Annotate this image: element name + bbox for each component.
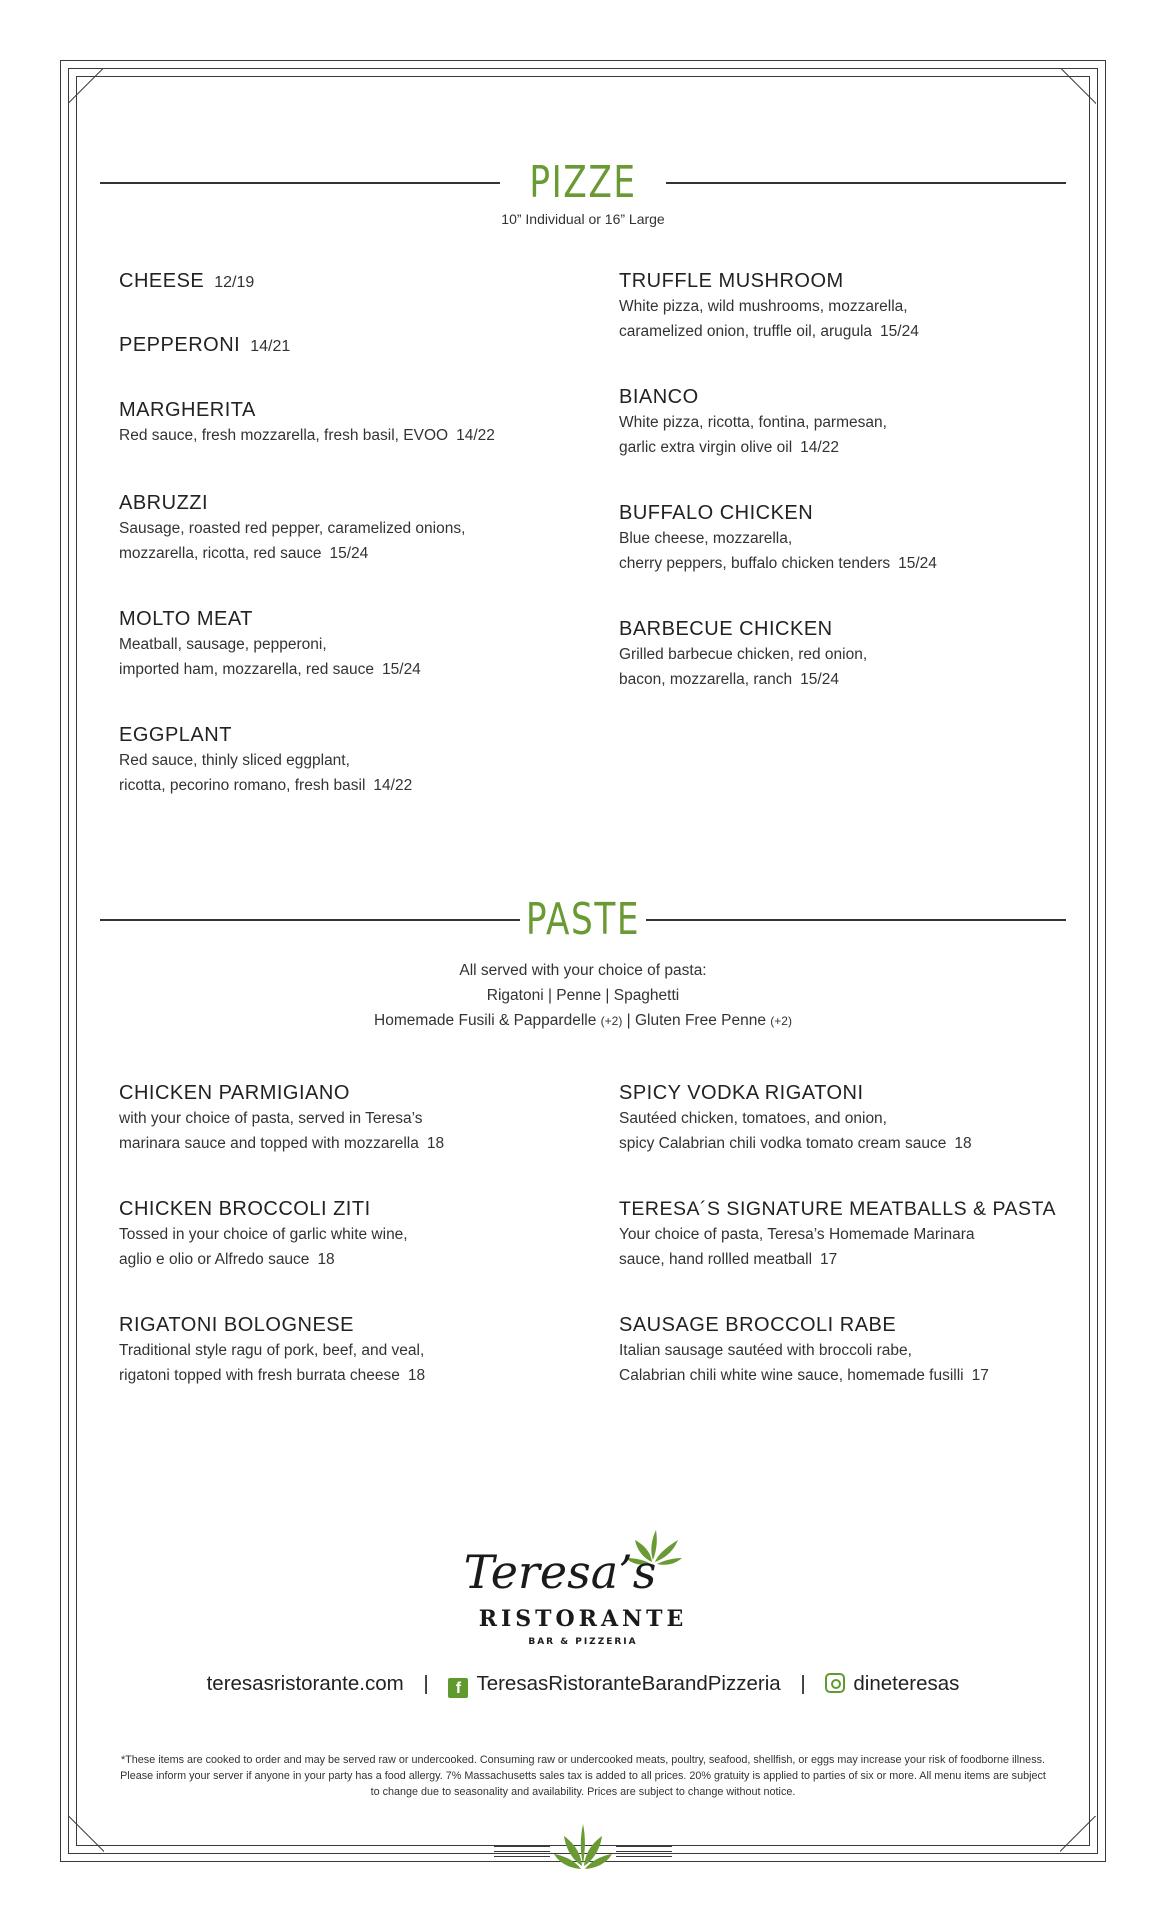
item-price: 14/22	[373, 777, 413, 794]
item-description: White pizza, ricotta, fontina, parmesan, garlic extra virgin olive oil 14/22	[619, 414, 887, 456]
item-name: RIGATONI BOLOGNESE	[119, 1314, 354, 1336]
item-description: Sausage, roasted red pepper, caramelized onions, mozzarella, ricotta, red sauce 15/24	[119, 520, 466, 562]
menu-item	[619, 616, 1089, 692]
item-description: Sautéed chicken, tomatoes, and onion, spicy Calabrian chili vodka tomato cream sauce 18	[619, 1110, 972, 1152]
item-name: BIANCO	[619, 386, 699, 408]
pasta-note-line: Rigatoni | Penne | Spaghetti	[486, 987, 680, 1004]
item-name: SPICY VODKA RIGATONI	[619, 1082, 864, 1104]
separator: |	[423, 1672, 429, 1695]
item-name: CHICKEN PARMIGIANO	[119, 1082, 350, 1104]
divider-line	[646, 919, 1066, 921]
item-name: BUFFALO CHICKEN	[619, 502, 814, 524]
item-description: Meatball, sausage, pepperoni, imported ham, mozzarella, red sauce 15/24	[119, 636, 421, 678]
item-price: 18	[407, 1367, 426, 1384]
item-price: 18	[317, 1251, 335, 1268]
item-name: PEPPERONI	[119, 334, 241, 356]
menu-item	[119, 332, 589, 360]
disclaimer: *These items are cooked to order and may be served raw or undercooked. Consuming raw or undercooked meats, poultry, seafood, shellfish, or eggs may increase your risk of foodborne illness. Please inform your server if anyone in your party has a food allergy. 7% Massachusetts sales tax is added to all prices. 20% gratuity is applied to parties of six or more. All menu items are subject to change due to seasonality and availability. Prices are subject to change without notice.	[120, 1754, 1046, 1798]
logo-sub: BAR & PIZZERIA	[528, 1637, 638, 1647]
item-price: 14/21	[250, 338, 291, 355]
item-price: 15/24	[329, 545, 369, 562]
item-name: CHICKEN BROCCOLI ZITI	[119, 1198, 371, 1220]
item-price: 18	[426, 1135, 445, 1152]
item-price: 17	[971, 1367, 989, 1384]
menu-item	[619, 1312, 1089, 1388]
website-link[interactable]: teresasristorante.com	[206, 1672, 404, 1695]
item-price: 15/24	[800, 671, 839, 688]
item-description: Tossed in your choice of garlic white wine, aglio e olio or Alfredo sauce 18	[119, 1226, 408, 1268]
item-description: Your choice of pasta, Teresa’s Homemade Marinara sauce, hand rollled meatball 17	[619, 1226, 975, 1268]
item-name: CHEESE	[119, 270, 205, 292]
divider-line	[494, 1846, 550, 1856]
divider-line	[666, 182, 1066, 184]
facebook-link[interactable]: f TeresasRistoranteBarandPizzeria	[448, 1672, 780, 1695]
item-name: ABRUZZI	[119, 492, 209, 514]
pizze-title: PIZZE	[529, 157, 637, 208]
item-description: Blue cheese, mozzarella, cherry peppers, buffalo chicken tenders 15/24	[619, 530, 937, 572]
logo-script: Teresa’s	[463, 1545, 657, 1599]
leaf-icon	[548, 1824, 618, 1876]
item-name: MARGHERITA	[119, 399, 256, 421]
corner-ornament	[1060, 1816, 1096, 1852]
menu-item	[119, 490, 589, 566]
pasta-note-line: All served with your choice of pasta:	[459, 962, 707, 979]
item-name: EGGPLANT	[119, 724, 232, 746]
instagram-icon	[825, 1673, 845, 1693]
pizze-subtitle: 10” Individual or 16” Large	[501, 211, 665, 227]
menu-item	[119, 1080, 589, 1156]
item-name: TRUFFLE MUSHROOM	[619, 270, 844, 292]
paste-header	[100, 895, 1066, 945]
menu-item	[119, 1312, 589, 1388]
paste-title: PASTE	[525, 894, 641, 945]
menu-item	[119, 606, 589, 682]
item-name: MOLTO MEAT	[119, 608, 253, 630]
menu-item	[619, 1080, 1089, 1156]
pasta-note-line: Homemade Fusili & Pappardelle (+2) | Gluten Free Penne (+2)	[374, 1012, 792, 1029]
menu-item	[119, 397, 589, 448]
item-description: Grilled barbecue chicken, red onion, bacon, mozzarella, ranch 15/24	[619, 646, 868, 688]
corner-ornament	[68, 1816, 104, 1852]
instagram-link[interactable]: dineteresas	[825, 1672, 959, 1695]
item-price: 15/24	[880, 323, 919, 340]
menu-item	[119, 722, 589, 798]
pasta-notes	[0, 958, 1166, 1034]
separator: |	[800, 1672, 806, 1695]
restaurant-logo	[460, 1530, 706, 1650]
menu-item	[119, 268, 589, 296]
divider-line	[616, 1846, 672, 1856]
facebook-icon: f	[448, 1678, 468, 1698]
item-description: with your choice of pasta, served in Teresa’s marinara sauce and topped with mozzarella 18	[119, 1110, 445, 1152]
item-name: BARBECUE CHICKEN	[619, 618, 833, 640]
item-description: Red sauce, fresh mozzarella, fresh basil, EVOO 14/22	[119, 427, 495, 444]
item-price: 18	[954, 1135, 972, 1152]
item-description: Traditional style ragu of pork, beef, and veal, rigatoni topped with fresh burrata cheese 18	[119, 1342, 426, 1384]
corner-ornament	[68, 68, 104, 104]
item-description: White pizza, wild mushrooms, mozzarella, caramelized onion, truffle oil, arugula 15/24	[619, 298, 919, 340]
item-description: Italian sausage sautéed with broccoli rabe, Calabrian chili white wine sauce, homemade fusilli 17	[619, 1342, 989, 1384]
item-description: Red sauce, thinly sliced eggplant, ricotta, pecorino romano, fresh basil 14/22	[119, 752, 413, 794]
menu-item	[619, 268, 1089, 344]
menu-item	[619, 500, 1089, 576]
logo-main: RISTORANTE	[478, 1606, 688, 1632]
corner-ornament	[1060, 68, 1096, 104]
menu-item	[619, 384, 1089, 460]
item-price: 12/19	[214, 274, 255, 291]
item-price: 15/24	[898, 555, 937, 572]
pizze-header	[100, 158, 1066, 208]
item-price: 15/24	[382, 661, 421, 678]
menu-item	[619, 1196, 1089, 1272]
contact-links	[0, 1672, 1166, 1698]
menu-item	[119, 1196, 589, 1272]
item-name: TERESA´S SIGNATURE MEATBALLS & PASTA	[619, 1198, 1056, 1220]
item-price: 17	[820, 1251, 838, 1268]
item-price: 14/22	[456, 427, 495, 444]
item-price: 14/22	[800, 439, 839, 456]
item-name: SAUSAGE BROCCOLI RABE	[619, 1314, 897, 1336]
